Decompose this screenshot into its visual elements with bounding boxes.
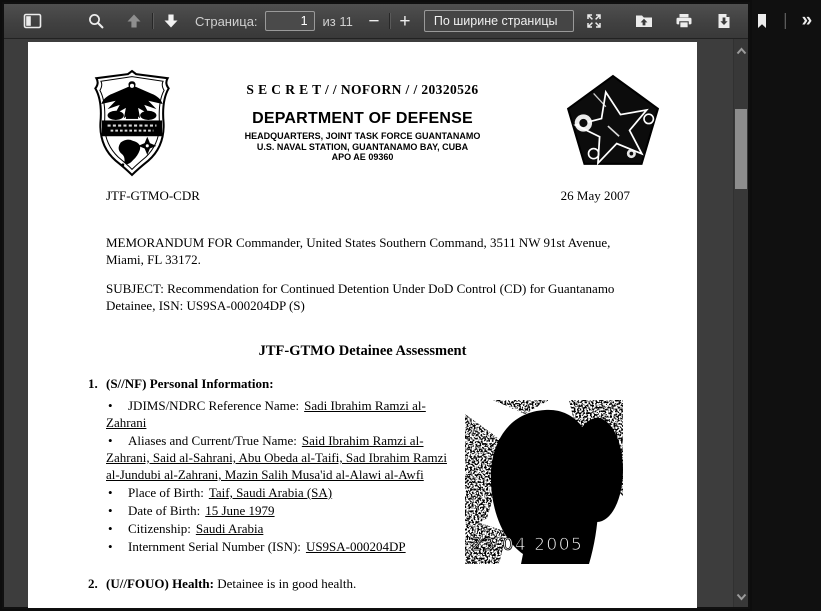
toolbar-separator <box>152 13 153 29</box>
sidebar-toggle-button[interactable] <box>18 8 46 34</box>
memorandum-line: MEMORANDUM FOR Commander, United States Southern Command, 3511 NW 91st Avenue, Miami, FL 33172. <box>106 235 611 267</box>
bullet-icon: • <box>108 398 113 413</box>
section-number: 2. <box>88 576 98 591</box>
find-button[interactable] <box>82 8 110 34</box>
list-item: • JDIMS/NDRC Reference Name: Sadi Ibrahim Ramzi al-Zahrani <box>106 398 426 430</box>
page-count-label: из 11 <box>322 13 353 29</box>
page-number-input[interactable] <box>265 11 315 31</box>
office-symbol: JTF-GTMO-CDR <box>106 188 200 203</box>
hq-line1: HEADQUARTERS, JOINT TASK FORCE GUANTANAMO <box>244 131 481 141</box>
list-item: • Date of Birth: 15 June 1979 <box>108 503 275 518</box>
bullet-icon: • <box>108 485 113 500</box>
arrow-down-icon <box>162 12 180 30</box>
bullet-icon: • <box>108 539 113 554</box>
pdf-viewer-canvas <box>4 39 748 607</box>
list-item: • Aliases and Current/True Name: Said Ibrahim Ramzi al-Zahrani, Said al-Sahrani, Abu Obeda al-Taifi, Sad Ibrahim Ramzi al-Jundubi al-Zahrani, Mazin Salih Musa'id al-Alawi al-Awfi <box>106 433 447 482</box>
next-page-button[interactable] <box>157 8 185 34</box>
toolbar-separator <box>389 13 390 29</box>
open-file-icon <box>634 12 654 30</box>
section-2-heading: 2. (U//FOUO) Health: Detainee is in good health. <box>88 576 357 591</box>
personal-info-list <box>106 397 462 556</box>
department-title: DEPARTMENT OF DEFENSE <box>252 110 473 127</box>
fullscreen-expand-icon <box>585 12 603 30</box>
list-item: • Place of Birth: Taif, Saudi Arabia (SA) <box>108 485 333 500</box>
scroll-up-button[interactable] <box>734 43 749 59</box>
photo-date-stamp: 23.04 2005 <box>471 535 584 555</box>
list-item: • Citizenship: Saudi Arabia <box>108 521 264 536</box>
section-2-text: Detainee is in good health. <box>217 576 357 591</box>
search-icon <box>87 12 105 30</box>
hq-line2: U.S. NAVAL STATION, GUANTANAMO BAY, CUBA <box>256 141 469 152</box>
zoom-scale-value: По ширине страницы <box>433 14 558 28</box>
hq-line3: APO AE 09360 <box>331 152 394 162</box>
document-date: 26 May 2007 <box>560 188 630 203</box>
bullet-icon: • <box>108 503 113 518</box>
zoom-in-button[interactable]: + <box>399 10 411 32</box>
arrow-up-icon <box>125 12 143 30</box>
scrollbar-thumb[interactable] <box>735 109 747 189</box>
classification-banner: S E C R E T / / NOFORN / / 20320526 <box>246 82 479 97</box>
list-item: • Internment Serial Number (ISN): US9SA-000204DP <box>108 539 406 554</box>
zoom-scale-select[interactable] <box>424 10 574 32</box>
presentation-mode-button[interactable] <box>580 8 608 34</box>
bullet-icon: • <box>108 433 113 448</box>
bookmark-button[interactable] <box>748 8 776 34</box>
previous-page-button[interactable] <box>120 8 148 34</box>
scroll-down-button[interactable] <box>734 589 749 605</box>
section-number: 1. <box>88 376 98 391</box>
open-file-button[interactable] <box>630 8 658 34</box>
zoom-out-button[interactable]: − <box>368 10 380 32</box>
vertical-scrollbar[interactable] <box>733 39 748 607</box>
download-button[interactable] <box>710 8 738 34</box>
toolbar-separator <box>784 13 785 29</box>
jtf-gtmo-seal-icon <box>563 72 663 174</box>
download-icon <box>714 12 734 30</box>
more-tools-button[interactable]: » <box>801 10 811 31</box>
detainee-photo <box>465 400 623 564</box>
pdf-toolbar <box>4 4 811 39</box>
bullet-icon: • <box>108 521 113 536</box>
page-number-label: Страница: <box>195 13 258 29</box>
bookmark-icon <box>754 12 770 30</box>
chevron-up-icon <box>736 47 747 55</box>
document-title: JTF-GTMO Detainee Assessment <box>258 343 467 359</box>
document-page <box>28 42 697 608</box>
print-button[interactable] <box>670 8 698 34</box>
chevron-down-icon <box>736 593 747 601</box>
subject-line: SUBJECT: Recommendation for Continued Detention Under DoD Control (CD) for Guantanamo Detainee, ISN: US9SA-000204DP (S) <box>106 281 615 313</box>
sidebar-toggle-icon <box>23 12 42 30</box>
section-1-heading: 1. (S//NF) Personal Information: <box>88 376 274 391</box>
print-icon <box>674 12 694 30</box>
